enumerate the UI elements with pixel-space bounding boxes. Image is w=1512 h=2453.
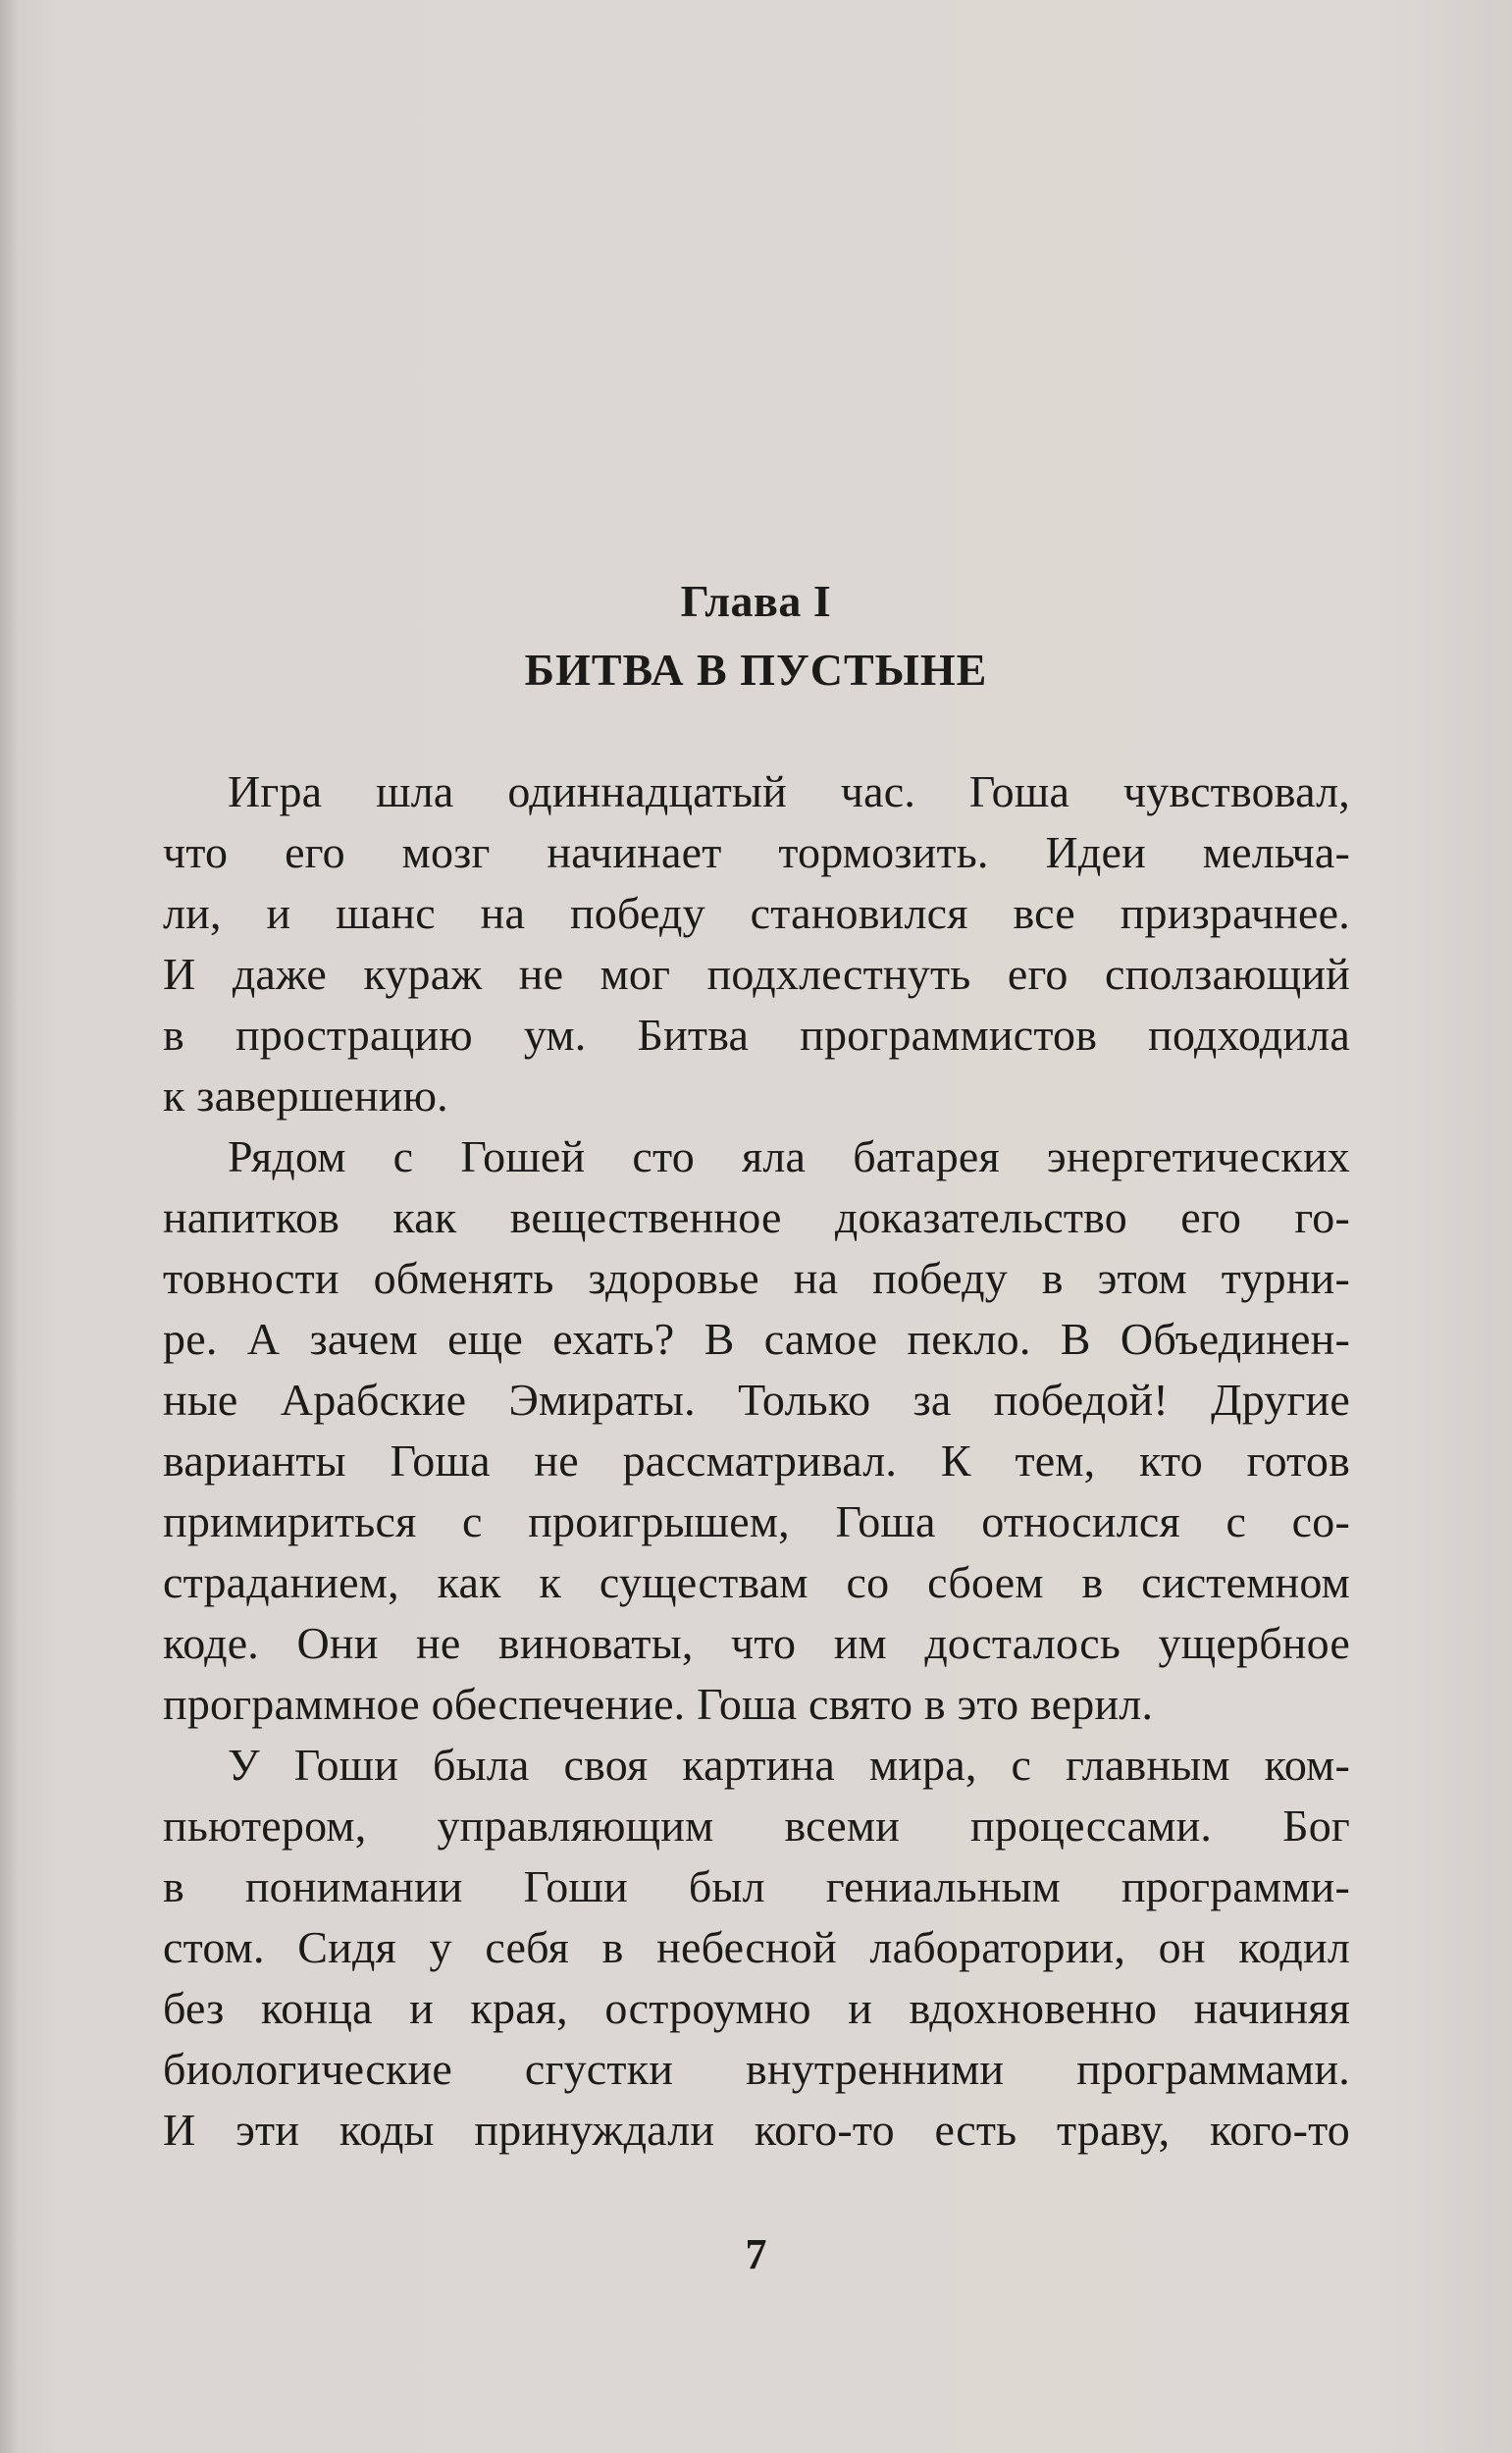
page-number: 7 [745,2230,767,2278]
text-line: пьютером, управляющим всеми процессами. Бог [163,1801,1350,1851]
text-line: страданием, как к существам со сбоем в системном [163,1557,1350,1607]
body-text [163,761,1350,2161]
text-line: без конца и края, остроумно и вдохновенно начиняя [163,1983,1350,2033]
text-line: в прострацию ум. Битва программистов подходила [163,1010,1350,1060]
text-line: программное обеспечение. Гоша свято в это верил. [163,1679,1154,1729]
text-line: напитков как вещественное доказательство его го- [163,1192,1350,1242]
chapter-number: Глава I [680,576,832,626]
text-line: что его мозг начинает тормозить. Идеи мельча- [163,827,1350,877]
text-line: ре. А зачем еще ехать? В самое пекло. В Объединен- [163,1314,1350,1364]
text-line: товности обменять здоровье на победу в этом турни- [163,1253,1350,1303]
page-gutter-shadow [0,0,18,2453]
text-line: в понимании Гоши был гениальным программи- [163,1861,1350,1911]
text-line: примириться с проигрышем, Гоша относился с со- [163,1496,1350,1546]
chapter-title: БИТВА В ПУСТЫНЕ [524,645,988,695]
text-line: Рядом с Гошей сто яла батарея энергетических [228,1131,1350,1181]
text-line: к завершению. [163,1070,448,1121]
text-line: Игра шла одиннадцатый час. Гоша чувствовал, [228,766,1350,816]
text-line: ли, и шанс на победу становился все призрачнее. [163,888,1350,938]
text-line: ные Арабские Эмираты. Только за победой! Другие [163,1375,1350,1425]
text-line: стом. Сидя у себя в небесной лаборатории, он кодил [163,1922,1350,1972]
text-line: коде. Они не виноваты, что им досталось ущербное [163,1618,1350,1668]
text-line: биологические сгустки внутренними программами. [163,2044,1350,2094]
text-line: варианты Гоша не рассматривал. К тем, кто готов [163,1435,1350,1486]
text-line: У Гоши была своя картина мира, с главным ком- [228,1740,1350,1790]
text-line: И эти коды принуждали кого-то есть траву, кого-то [163,2105,1350,2155]
text-line: И даже кураж не мог подхлестнуть его сползающий [163,949,1350,999]
